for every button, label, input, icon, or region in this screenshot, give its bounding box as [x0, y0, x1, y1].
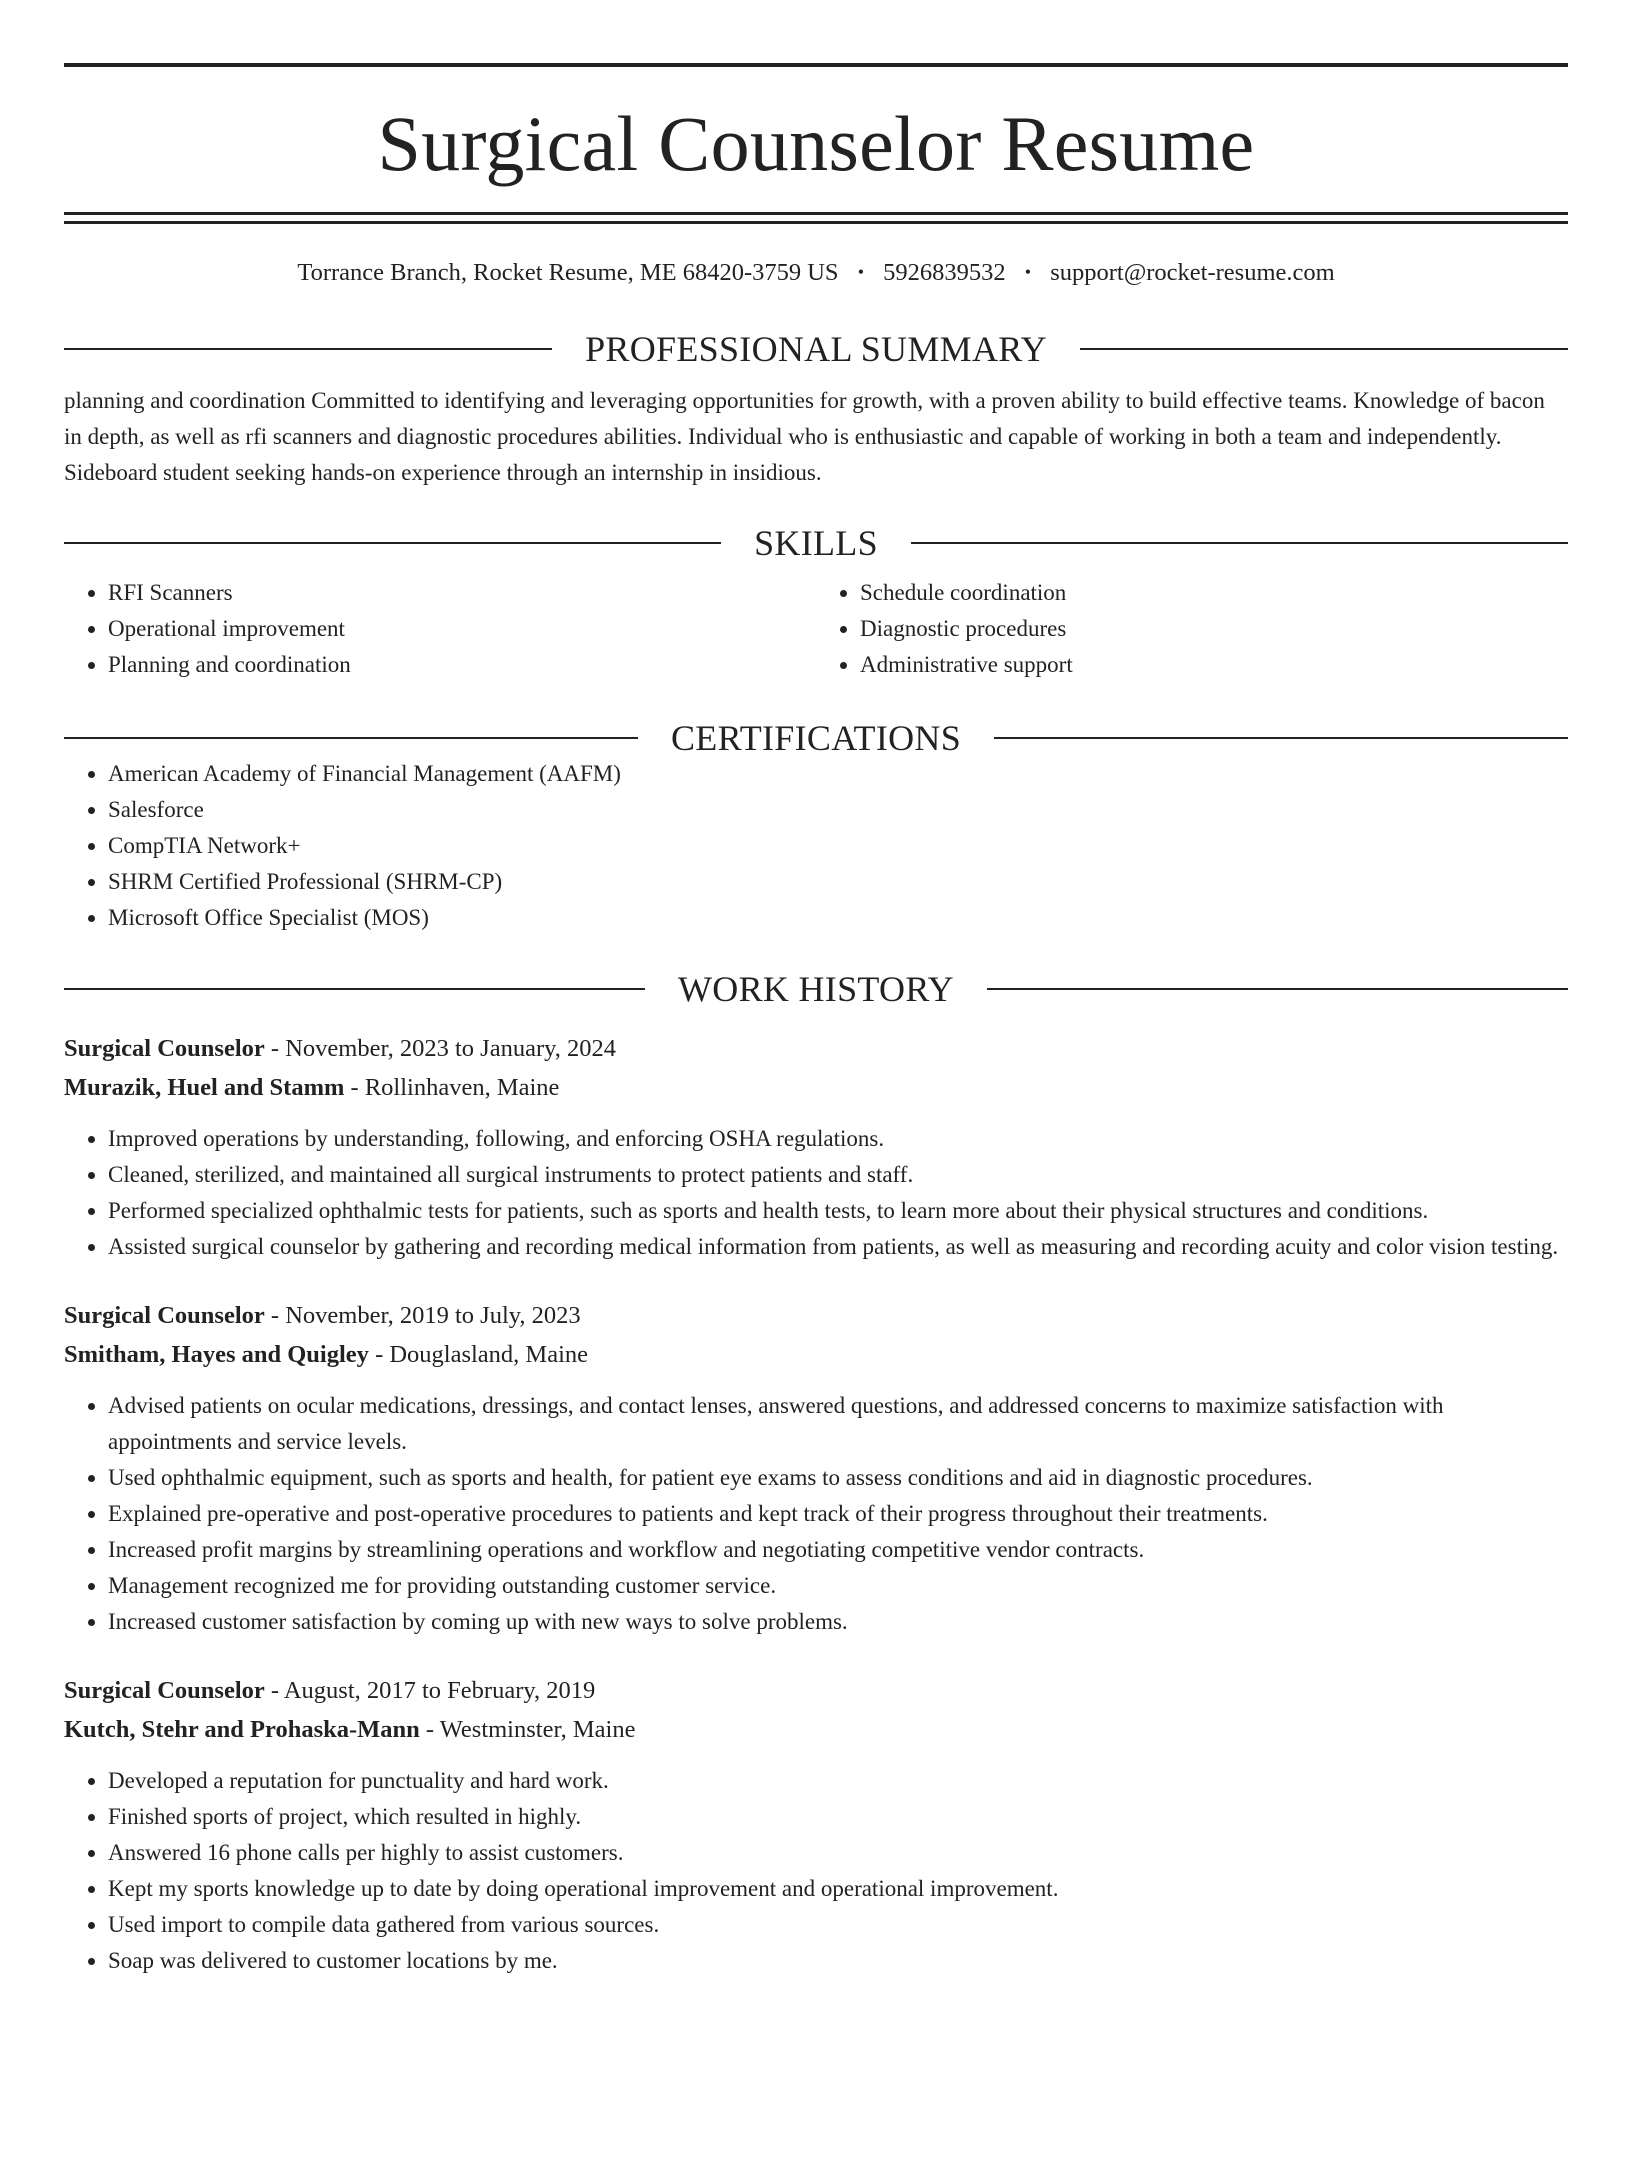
job-company-line — [64, 1068, 1568, 1107]
job-bullet: • Increased customer satisfaction by coming up with new ways to solve problems. — [108, 1604, 1568, 1640]
certification-item: • CompTIA Network+ — [108, 828, 1568, 864]
skill-item: • Operational improvement — [108, 611, 816, 647]
job-title-line — [64, 1296, 1568, 1335]
work-history-heading — [64, 969, 1568, 1010]
job-entry — [64, 1029, 1568, 1265]
skills-heading-text: SKILLS — [754, 523, 878, 564]
job-dates: - August, 2017 to February, 2019 — [264, 1677, 596, 1705]
contact-address: Torrance Branch, Rocket Resume, ME 68420-3759 US — [297, 259, 839, 286]
skill-item: • Planning and coordination — [108, 647, 816, 683]
job-bullet: • Used import to compile data gathered from various sources. — [108, 1907, 1568, 1943]
job-entry — [64, 1296, 1568, 1640]
resume-title: Surgical Counselor Resume — [377, 100, 1255, 187]
certifications-heading-text: CERTIFICATIONS — [670, 718, 962, 759]
skill-item: • Schedule coordination — [860, 575, 1568, 611]
job-bullet: • Soap was delivered to customer locations by me. — [108, 1943, 1568, 1979]
job-dates: - November, 2019 to July, 2023 — [264, 1302, 581, 1330]
job-title-line — [64, 1029, 1568, 1068]
job-dates: - November, 2023 to January, 2024 — [264, 1035, 617, 1063]
job-location: - Douglasland, Maine — [368, 1341, 589, 1369]
job-bullet: • Management recognized me for providing outstanding customer service. — [108, 1568, 1568, 1604]
certification-item: • American Academy of Financial Management (AAFM) — [108, 756, 1568, 792]
work-history-heading-text: WORK HISTORY — [678, 969, 954, 1010]
skills-column-left — [64, 575, 816, 683]
certifications-list — [64, 756, 1568, 936]
job-bullet: • Developed a reputation for punctuality and hard work. — [108, 1763, 1568, 1799]
contact-phone: 5926839532 — [883, 259, 1006, 286]
job-bullet: • Assisted surgical counselor by gathering and recording medical information from patients, as well as measuring and recording acuity and color vision testing. — [108, 1229, 1568, 1265]
contact-email: support@rocket-resume.com — [1050, 259, 1335, 286]
job-bullet: • Performed specialized ophthalmic tests for patients, such as sports and health tests, to learn more about their physical structures and conditions. — [108, 1193, 1568, 1229]
skills-heading — [64, 523, 1568, 564]
contact-separator: • — [857, 262, 864, 282]
job-bullets — [64, 1121, 1568, 1265]
job-bullet: • Cleaned, sterilized, and maintained all surgical instruments to protect patients and staff. — [108, 1157, 1568, 1193]
job-company: Murazik, Huel and Stamm — [64, 1074, 345, 1102]
job-company: Kutch, Stehr and Prohaska-Mann — [64, 1716, 420, 1744]
skill-item: • Diagnostic procedures — [860, 611, 1568, 647]
skill-item: • Administrative support — [860, 647, 1568, 683]
summary-heading-text: PROFESSIONAL SUMMARY — [585, 329, 1047, 370]
job-title: Surgical Counselor — [64, 1035, 265, 1063]
contact-line — [64, 258, 1568, 287]
top-rule — [64, 63, 1568, 67]
skill-item: • RFI Scanners — [108, 575, 816, 611]
job-bullet: • Improved operations by understanding, following, and enforcing OSHA regulations. — [108, 1121, 1568, 1157]
summary-paragraph: planning and coordination Committed to identifying and leveraging opportunities for growth, with a proven ability to build effective teams. Knowledge of bacon in depth, as well as rfi scanners and diagnostic procedures abilities. Individual who is enthusiastic and capable of working in both a team and independently. Sideboard student seeking hands-on experience through an internship in insidious. — [64, 388, 1545, 486]
resume-page — [0, 63, 1632, 2175]
skills-list — [64, 575, 1568, 683]
job-entry — [64, 1671, 1568, 1979]
job-bullets — [64, 1763, 1568, 1979]
certification-item: • Salesforce — [108, 792, 1568, 828]
job-title-line — [64, 1671, 1568, 1710]
job-bullet: • Answered 16 phone calls per highly to assist customers. — [108, 1835, 1568, 1871]
job-company-line — [64, 1710, 1568, 1749]
job-bullet: • Kept my sports knowledge up to date by doing operational improvement and operational improvement. — [108, 1871, 1568, 1907]
certification-item: • Microsoft Office Specialist (MOS) — [108, 900, 1568, 936]
certifications-heading — [64, 718, 1568, 759]
job-bullet: • Finished sports of project, which resulted in highly. — [108, 1799, 1568, 1835]
job-title: Surgical Counselor — [64, 1677, 265, 1705]
job-bullet: • Advised patients on ocular medications, dressings, and contact lenses, answered questions, and addressed concerns to maximize satisfaction with appointments and service levels. — [108, 1388, 1568, 1460]
job-bullet: • Increased profit margins by streamlining operations and workflow and negotiating competitive vendor contracts. — [108, 1532, 1568, 1568]
title-double-rule — [64, 212, 1568, 224]
job-bullet: • Used ophthalmic equipment, such as sports and health, for patient eye exams to assess conditions and aid in diagnostic procedures. — [108, 1460, 1568, 1496]
job-location: - Rollinhaven, Maine — [344, 1074, 560, 1102]
skills-column-right — [816, 575, 1568, 683]
contact-separator: • — [1024, 262, 1032, 282]
job-bullet: • Explained pre-operative and post-operative procedures to patients and kept track of their progress throughout their treatments. — [108, 1496, 1568, 1532]
job-bullets — [64, 1388, 1568, 1640]
job-company: Smitham, Hayes and Quigley — [64, 1341, 369, 1369]
job-company-line — [64, 1335, 1568, 1374]
job-title: Surgical Counselor — [64, 1302, 265, 1330]
certification-item: • SHRM Certified Professional (SHRM-CP) — [108, 864, 1568, 900]
job-location: - Westminster, Maine — [419, 1716, 636, 1744]
summary-heading — [64, 329, 1568, 370]
